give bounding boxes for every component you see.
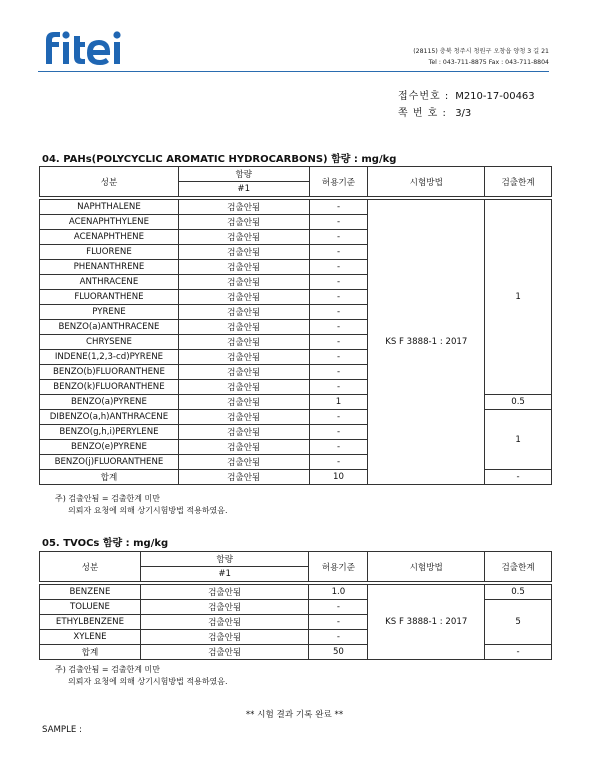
address-line: (28115) 충북 청주시 청원구 오창읍 양청 3 길 21: [413, 48, 549, 55]
voc-header-method: 시험방법: [368, 552, 485, 582]
result-value: 검출안됨: [178, 305, 309, 320]
component-name: BENZO(a)ANTHRACENE: [40, 320, 179, 335]
limit-value: -: [309, 275, 368, 290]
component-name: BENZENE: [40, 585, 141, 600]
component-name: ACENAPHTHYLENE: [40, 215, 179, 230]
pah-header-limit: 허용기준: [309, 167, 368, 197]
note-line: 의뢰자 요청에 의해 상기시험방법 적용하였음.: [68, 506, 228, 515]
result-value: 검출안됨: [140, 585, 309, 600]
result-value: 검출안됨: [178, 395, 309, 410]
component-name: NAPHTHALENE: [40, 200, 179, 215]
result-value: 검출안됨: [178, 200, 309, 215]
component-name: FLUORENE: [40, 245, 179, 260]
result-value: 검출안됨: [178, 260, 309, 275]
component-name: INDENE(1,2,3-cd)PYRENE: [40, 350, 179, 365]
voc-table: [39, 551, 552, 660]
limit-value: 10: [309, 470, 368, 485]
component-name: BENZO(a)PYRENE: [40, 395, 179, 410]
pah-header-sample: #1: [178, 182, 309, 197]
voc-method: KS F 3888-1 : 2017: [368, 585, 485, 660]
limit-value: -: [309, 455, 368, 470]
limit-value: -: [309, 245, 368, 260]
component-name: 합계: [40, 645, 141, 660]
result-value: 검출안됨: [178, 320, 309, 335]
limit-value: -: [309, 350, 368, 365]
component-name: PYRENE: [40, 305, 179, 320]
receipt-info: [398, 88, 535, 122]
component-name: BENZO(g,h,i)PERYLENE: [40, 425, 179, 440]
pah-section-title: 04. PAHs(POLYCYCLIC AROMATIC HYDROCARBONS) 함량 : mg/kg: [42, 154, 397, 165]
page-number-value: 3/3: [455, 108, 472, 119]
limit-value: 50: [309, 645, 368, 660]
component-name: CHRYSENE: [40, 335, 179, 350]
pah-header-detection: 검출한계: [485, 167, 552, 197]
component-name: ETHYLBENZENE: [40, 615, 141, 630]
header-contact: [413, 46, 549, 68]
component-name: PHENANTHRENE: [40, 260, 179, 275]
limit-value: -: [309, 630, 368, 645]
result-value: 검출안됨: [140, 615, 309, 630]
result-value: 검출안됨: [140, 630, 309, 645]
voc-notes: [55, 664, 228, 688]
component-name: DIBENZO(a,h)ANTHRACENE: [40, 410, 179, 425]
component-name: BENZO(j)FLUORANTHENE: [40, 455, 179, 470]
limit-value: 1.0: [309, 585, 368, 600]
result-value: 검출안됨: [178, 470, 309, 485]
pah-detection-group2: 1: [485, 410, 552, 470]
voc-header-limit: 허용기준: [309, 552, 368, 582]
result-value: 검출안됨: [178, 215, 309, 230]
component-name: ACENAPHTHENE: [40, 230, 179, 245]
result-value: 검출안됨: [178, 290, 309, 305]
voc-header-component: 성분: [40, 552, 141, 582]
header-rule: [38, 71, 549, 72]
result-value: 검출안됨: [178, 455, 309, 470]
pah-header-method: 시험방법: [368, 167, 485, 197]
limit-value: -: [309, 410, 368, 425]
limit-value: -: [309, 615, 368, 630]
result-value: 검출안됨: [178, 410, 309, 425]
component-name: BENZO(e)PYRENE: [40, 440, 179, 455]
limit-value: -: [309, 215, 368, 230]
component-name: BENZO(b)FLUORANTHENE: [40, 365, 179, 380]
component-name: FLUORANTHENE: [40, 290, 179, 305]
limit-value: -: [309, 600, 368, 615]
result-value: 검출안됨: [178, 230, 309, 245]
note-line: 주) 검출안됨 = 검출한계 미만: [55, 665, 161, 674]
end-of-results: ** 시험 결과 기록 완료 **: [245, 710, 344, 720]
limit-value: -: [309, 290, 368, 305]
result-value: 검출안됨: [178, 365, 309, 380]
note-line: 의뢰자 요청에 의해 상기시험방법 적용하였음.: [68, 677, 228, 686]
voc-header-content: 함량: [140, 552, 309, 567]
limit-value: -: [309, 380, 368, 395]
component-name: TOLUENE: [40, 600, 141, 615]
receipt-number-label: 접수번호 :: [398, 91, 450, 102]
component-name: ANTHRACENE: [40, 275, 179, 290]
component-name: BENZO(k)FLUORANTHENE: [40, 380, 179, 395]
page-number-label: 쪽 번 호 :: [398, 108, 447, 119]
voc-detection-benzene: 0.5: [485, 585, 552, 600]
pah-method: KS F 3888-1 : 2017: [368, 200, 485, 485]
voc-header-detection: 검출한계: [485, 552, 552, 582]
pah-notes: [55, 493, 228, 517]
result-value: 검출안됨: [140, 645, 309, 660]
result-value: 검출안됨: [178, 440, 309, 455]
pah-detection-total: -: [485, 470, 552, 485]
result-value: 검출안됨: [140, 600, 309, 615]
sample-label: SAMPLE :: [42, 725, 82, 735]
limit-value: -: [309, 260, 368, 275]
result-value: 검출안됨: [178, 350, 309, 365]
limit-value: -: [309, 440, 368, 455]
pah-table: [39, 166, 552, 485]
result-value: 검출안됨: [178, 245, 309, 260]
component-name: 합계: [40, 470, 179, 485]
result-value: 검출안됨: [178, 425, 309, 440]
result-value: 검출안됨: [178, 380, 309, 395]
limit-value: -: [309, 305, 368, 320]
table-row: [40, 585, 552, 600]
pah-header-component: 성분: [40, 167, 179, 197]
pah-detection-group1: 1: [485, 200, 552, 395]
limit-value: -: [309, 425, 368, 440]
contact-line: Tel : 043-711-8875 Fax : 043-711-8804: [428, 59, 549, 66]
pah-header-content: 함량: [178, 167, 309, 182]
limit-value: -: [309, 365, 368, 380]
voc-detection-total: -: [485, 645, 552, 660]
limit-value: -: [309, 335, 368, 350]
limit-value: -: [309, 200, 368, 215]
voc-section-title: 05. TVOCs 함량 : mg/kg: [42, 538, 169, 549]
table-row: [40, 200, 552, 215]
pah-detection-bap: 0.5: [485, 395, 552, 410]
component-name: XYLENE: [40, 630, 141, 645]
limit-value: -: [309, 320, 368, 335]
limit-value: 1: [309, 395, 368, 410]
result-value: 검출안됨: [178, 275, 309, 290]
note-line: 주) 검출안됨 = 검출한계 미만: [55, 494, 161, 503]
receipt-number-value: M210-17-00463: [455, 91, 535, 102]
voc-detection-group: 5: [485, 600, 552, 645]
fitei-logo: [38, 26, 134, 68]
limit-value: -: [309, 230, 368, 245]
result-value: 검출안됨: [178, 335, 309, 350]
voc-header-sample: #1: [140, 567, 309, 582]
